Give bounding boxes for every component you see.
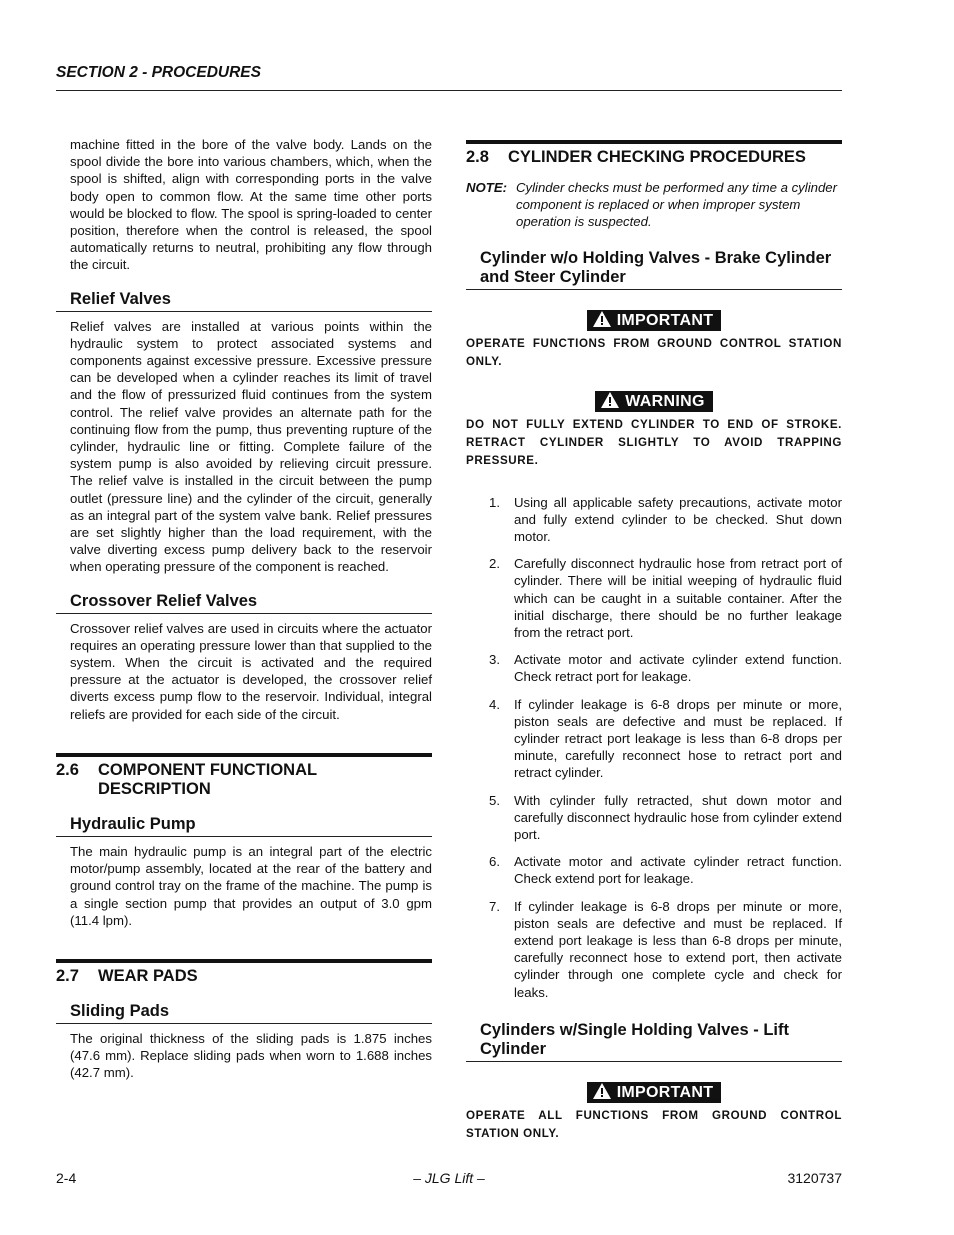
right-column bbox=[466, 130, 842, 1143]
warning-text: DO NOT FULLY EXTEND CYLINDER TO END OF STROKE. RETRACT CYLINDER SLIGHTLY TO AVOID TRAPPING PRESSURE. bbox=[466, 417, 842, 467]
step-number: 4. bbox=[489, 696, 500, 712]
section-number: 2.6 bbox=[56, 760, 79, 779]
warning-triangle-icon bbox=[593, 311, 611, 327]
procedure-step bbox=[466, 792, 842, 844]
procedure-step bbox=[466, 651, 842, 685]
warning-banner bbox=[466, 391, 842, 412]
cylinder-single-holding-heading: Cylinders w/Single Holding Valves - Lift Cylinder bbox=[466, 1021, 842, 1062]
procedure-steps bbox=[466, 494, 842, 1001]
warning-label: WARNING bbox=[625, 392, 705, 410]
procedure-step bbox=[466, 696, 842, 782]
section-title: SECTION 2 - PROCEDURES bbox=[56, 64, 261, 81]
step-number: 2. bbox=[489, 556, 500, 572]
important-banner bbox=[466, 310, 842, 331]
step-number: 7. bbox=[489, 898, 500, 914]
procedure-step bbox=[466, 898, 842, 1001]
section-title-text: CYLINDER CHECKING PROCEDURES bbox=[508, 148, 806, 166]
hydraulic-pump-heading: Hydraulic Pump bbox=[56, 815, 432, 837]
step-number: 1. bbox=[489, 494, 500, 510]
section-number: 2.7 bbox=[56, 966, 79, 985]
hydraulic-pump-paragraph: The main hydraulic pump is an integral part of the electric motor/pump assembly, located at the rear of the battery and ground control tray on the frame of the machine. The pump is a single section pump that provides an output of 3.0 gpm (11.4 lpm). bbox=[70, 843, 432, 928]
page-footer bbox=[56, 1170, 842, 1186]
warning-triangle-icon bbox=[601, 392, 619, 408]
note-block bbox=[466, 179, 842, 231]
step-text: If cylinder leakage is 6-8 drops per minute or more, piston seals are defective and must be replaced. If cylinder retract port leakage is less than 6-8 drops per minute, carefully reconnect hose to retract port and retract cylinder. bbox=[514, 696, 842, 781]
note-label: NOTE: bbox=[466, 180, 508, 195]
step-text: If cylinder leakage is 6-8 drops per minute or more, piston seals are defective and must be replaced. If extend port leakage is less than 6-8 drops per minute, carefully reconnect hose to extend port, then activate cylinder through one complete cycle and check for leaks. bbox=[514, 898, 842, 1000]
document-number: 3120737 bbox=[787, 1170, 842, 1186]
step-text: Carefully disconnect hydraulic hose from retract port of cylinder. There will be initial weeping of hydraulic fluid which can be caught in a suitable container. After the initial discharge, there should be no further leakage from the retract port. bbox=[514, 556, 842, 641]
procedure-step bbox=[466, 494, 842, 546]
procedure-step bbox=[466, 555, 842, 641]
footer-brand: – JLG Lift – bbox=[413, 1170, 485, 1186]
section-2-8-heading bbox=[466, 140, 842, 167]
section-2-6-heading bbox=[56, 753, 432, 799]
step-number: 3. bbox=[489, 652, 500, 668]
step-number: 5. bbox=[489, 792, 500, 808]
cylinder-no-holding-heading: Cylinder w/o Holding Valves - Brake Cylinder and Steer Cylinder bbox=[466, 249, 842, 290]
section-title-text: WEAR PADS bbox=[98, 966, 198, 985]
important-text: OPERATE FUNCTIONS FROM GROUND CONTROL STATION ONLY. bbox=[466, 336, 842, 368]
intro-paragraph: machine fitted in the bore of the valve body. Lands on the spool divide the bore into various chambers, which, when the spool is shifted, align with corresponding ports in the valve body open to common flow. At the same time other ports would be blocked to flow. The spool is spring-loaded to center position, therefore when the control is released, the spool automatically returns to neutral, prohibiting any flow through the circuit. bbox=[70, 137, 432, 273]
important-banner bbox=[466, 1082, 842, 1103]
note-text: Cylinder checks must be performed any time a cylinder component is replaced or when improper system operation is suspected. bbox=[516, 180, 838, 230]
step-text: With cylinder fully retracted, shut down motor and carefully disconnect hydraulic hose from cylinder extend port. bbox=[514, 792, 842, 843]
procedure-step bbox=[466, 853, 842, 887]
page-header bbox=[56, 64, 842, 91]
relief-valves-paragraph: Relief valves are installed at various points within the hydraulic system to protect associated systems and components against excessive pressure. Excessive pressure can be developed when a cylinder reaches its limit of travel and the flow of pressurized fluid continues from the system control. The relief valve provides an alternate path for the continuing flow from the pump, thus preventing rupture of the cylinder, hydraulic line or fitting. Complete failure of the system pump is also avoided by relieving circuit pressure. The relief valve is installed in the circuit between the pump outlet (pressure line) and the cylinder of the circuit, generally as an integral part of the system valve bank. Relief pressures are set slightly higher than the load requirement, with the valve diverting excess pump delivery back to the reservoir when operating pressure of the component is reached. bbox=[70, 318, 432, 575]
relief-valves-heading: Relief Valves bbox=[56, 290, 432, 312]
important-label: IMPORTANT bbox=[616, 1083, 714, 1101]
section-title-text: COMPONENT FUNCTIONAL DESCRIPTION bbox=[98, 760, 317, 798]
crossover-paragraph: Crossover relief valves are used in circuits where the actuator requires an operating pressure lower than that supplied to the system. When the circuit is activated and the required pressure at the actuator is developed, the crossover relief diverts excess pump flow to the reservoir. Individual, integral reliefs are provided for each side of the circuit. bbox=[70, 620, 432, 722]
step-text: Activate motor and activate cylinder retract function. Check extend port for leakage. bbox=[514, 854, 842, 887]
page-number: 2-4 bbox=[56, 1170, 77, 1186]
sliding-pads-heading: Sliding Pads bbox=[56, 1002, 432, 1024]
warning-triangle-icon bbox=[593, 1083, 611, 1099]
left-column bbox=[56, 130, 432, 1082]
step-number: 6. bbox=[489, 854, 500, 870]
section-2-7-heading bbox=[56, 959, 432, 986]
section-number: 2.8 bbox=[466, 148, 489, 166]
important-label: IMPORTANT bbox=[616, 311, 714, 329]
step-text: Activate motor and activate cylinder extend function. Check retract port for leakage. bbox=[514, 652, 842, 685]
step-text: Using all applicable safety precautions, activate motor and fully extend cylinder to be checked. Shut down motor. bbox=[514, 494, 842, 545]
important-text: OPERATE ALL FUNCTIONS FROM GROUND CONTROL STATION ONLY. bbox=[466, 1108, 842, 1140]
crossover-heading: Crossover Relief Valves bbox=[56, 592, 432, 614]
sliding-pads-paragraph: The original thickness of the sliding pads is 1.875 inches (47.6 mm). Replace sliding pads when worn to 1.688 inches (42.7 mm). bbox=[70, 1030, 432, 1081]
